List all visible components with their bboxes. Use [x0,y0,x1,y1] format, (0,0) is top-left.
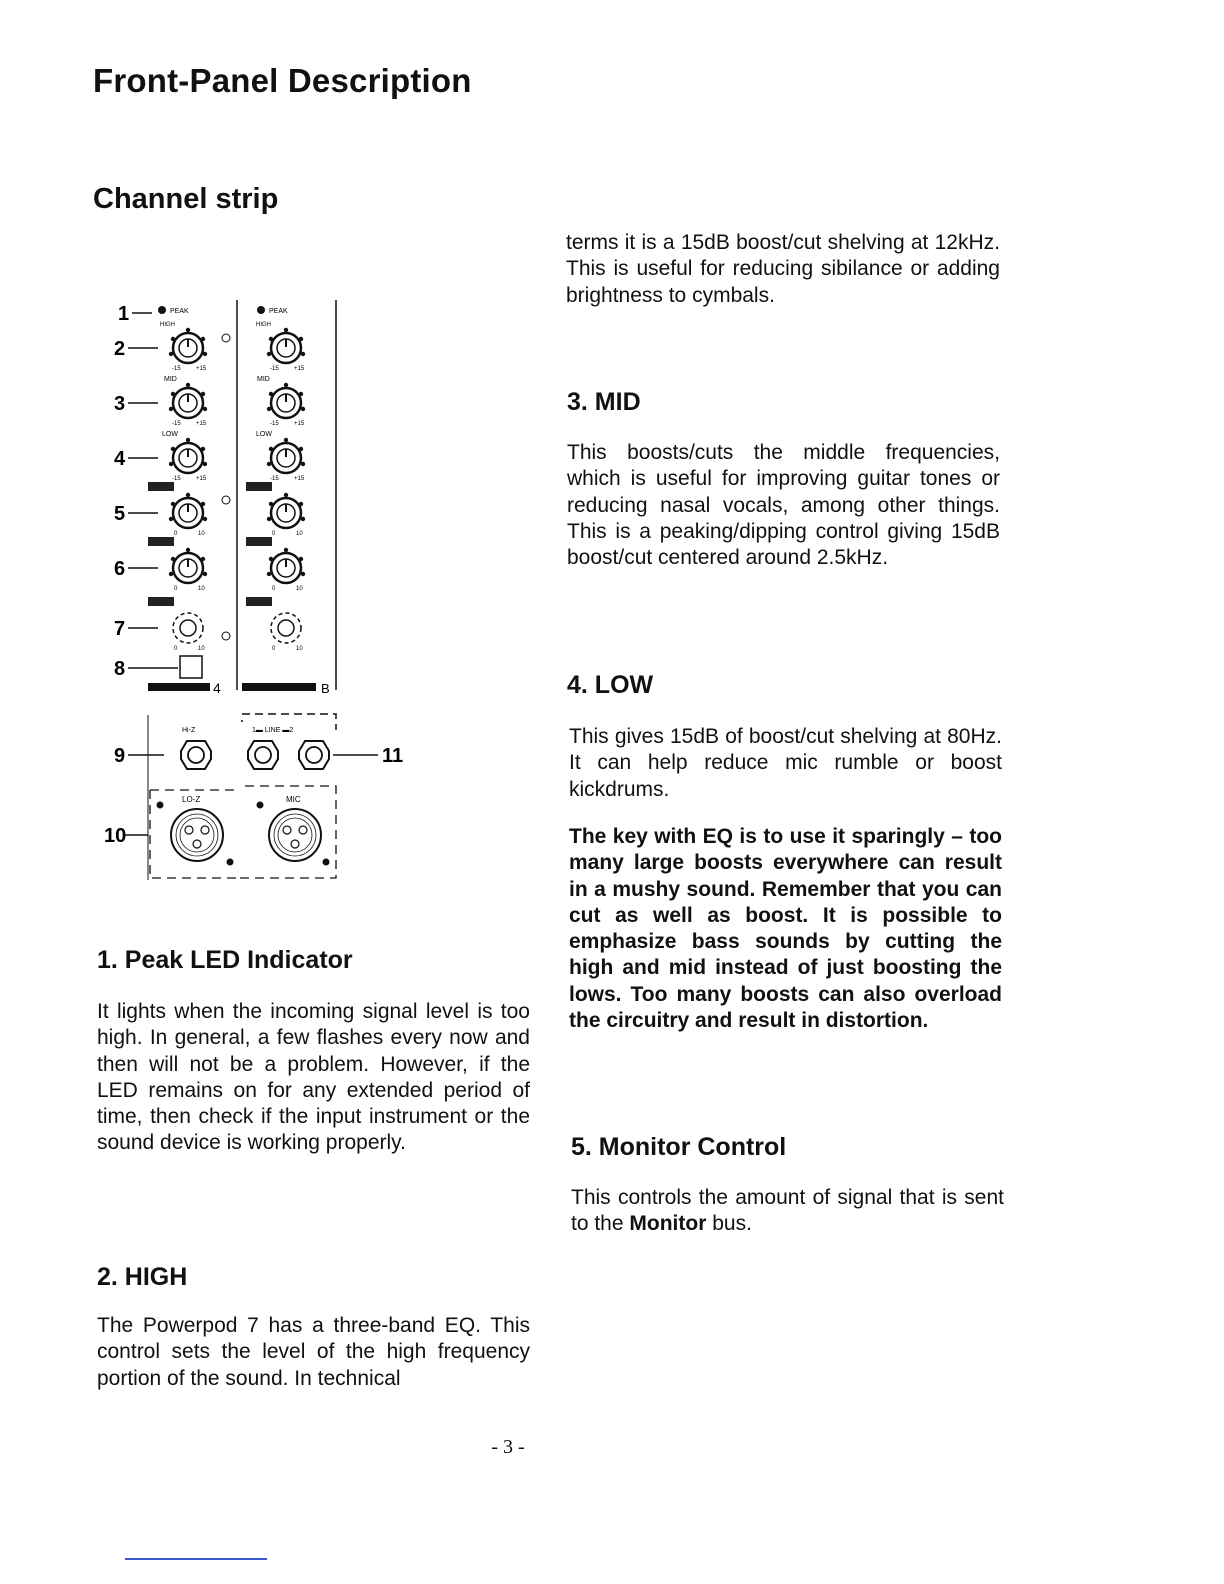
mid-paragraph: This boosts/cuts the middle frequencies, which is useful for improving guitar tones or reducing nasal vocals, among other things. This is a peaking/dipping control giving 15dB boost/cut centered around 2.5kHz. [567,441,1000,570]
high-label-b: HIGH [256,322,271,328]
callout-5: 5 [114,503,126,525]
scale-eff-b-zero: 0 [272,586,276,592]
mid-knob-b [267,383,305,418]
scale-low-b-min: -15 [270,476,279,482]
effect-bar-b [246,537,272,546]
peak-led-heading: 1. Peak LED Indicator [97,946,353,974]
xlr-connector-a [171,809,223,861]
peak-label-b: PEAK [269,308,288,315]
scale-lvl-a-zero: 0 [174,646,178,652]
effect-bar-a [148,537,174,546]
scale-lvl-b-ten: 10 [296,646,303,652]
scale-eff-b-ten: 10 [296,586,303,592]
monitor-bus-name: Monitor [629,1212,707,1236]
mid-label-b: MID [257,376,270,383]
scale-mid-b-max: +15 [294,421,305,427]
high-label-a: HIGH [160,322,175,328]
scale-mid-a-min: -15 [172,421,181,427]
line-label: 1▬ LINE ▬2 [252,727,294,734]
scale-low-a-max: +15 [196,476,207,482]
scale-mid-a-max: +15 [196,421,207,427]
callout-10: 10 [104,825,127,847]
monitor-text-pre: This controls the amount of signal that is sent to the [571,1186,1004,1236]
callout-9: 9 [114,745,126,767]
callout-3: 3 [114,393,126,415]
peak-led-paragraph: It lights when the incoming signal level is too high. In general, a few flashes every now and then will not be a problem. However, if the LED remains on for any extended period of time, then check if the input instrument or the sound device is working properly. [97,1000,530,1155]
peak-led-a [158,306,166,314]
high-heading: 2. HIGH [97,1263,188,1291]
channel-bar-b [242,683,316,691]
low-label-b: LOW [256,431,272,438]
scale-mon-b-ten: 10 [296,531,303,537]
monitor-knob-a [169,493,207,528]
channel-strip-diagram [100,290,420,890]
level-bar-a [148,597,174,606]
mute-button [180,656,202,678]
level-knob-a [173,613,203,643]
xlr-connector-b [269,809,321,861]
monitor-bar-b [246,482,272,491]
scale-high-a-max: +15 [196,366,207,372]
callout-8: 8 [114,658,126,680]
low-paragraph: This gives 15dB of boost/cut shelving at 80Hz. It can help reduce mic rumble or boost kickdrums. [569,725,1002,801]
monitor-knob-b [267,493,305,528]
mid-heading: 3. MID [567,388,641,416]
scale-eff-a-zero: 0 [174,586,178,592]
callout-4: 4 [114,448,126,470]
page-title: Front-Panel Description [93,62,472,99]
high-knob-a [169,328,207,363]
scale-low-b-max: +15 [294,476,305,482]
low-knob-a [169,438,207,473]
channel-label-a: 4 [213,680,221,696]
section-title: Channel strip [93,183,279,215]
scale-low-a-min: -15 [172,476,181,482]
footer-rule [125,1558,267,1560]
level-bar-b [246,597,272,606]
callout-2: 2 [114,338,126,360]
callout-6: 6 [114,558,126,580]
channel-label-b: B [321,681,330,696]
high-knob-b [267,328,305,363]
effect-knob-a [169,548,207,583]
channel-bar-a [148,683,210,691]
scale-mon-b-zero: 0 [272,531,276,537]
scale-high-b-min: -15 [270,366,279,372]
line-jack-1 [248,741,278,769]
callout-7: 7 [114,618,126,640]
scale-mon-a-zero: 0 [174,531,178,537]
scale-eff-a-ten: 10 [198,586,205,592]
low-label-a: LOW [162,431,178,438]
low-knob-b [267,438,305,473]
level-knob-b [271,613,301,643]
monitor-text-post: bus. [706,1212,752,1236]
page-number: - 3 - [491,1436,525,1458]
line-jack-2 [299,741,329,769]
mic-label: MIC [286,795,301,804]
hiz-label: Hi-Z [182,727,196,734]
high-continuation-paragraph: terms it is a 15dB boost/cut shelving at 12kHz. This is useful for reducing sibilance or adding brightness to cymbals. [566,231,1000,307]
peak-led-b [257,306,265,314]
high-paragraph: The Powerpod 7 has a three-band EQ. This control sets the level of the high frequency portion of the sound. In technical [97,1314,530,1390]
callout-11: 11 [382,745,404,767]
effect-knob-b [267,548,305,583]
hiz-jack [181,741,211,769]
callout-1: 1 [118,303,130,325]
scale-lvl-a-ten: 10 [198,646,205,652]
scale-mid-b-min: -15 [270,421,279,427]
monitor-control-heading: 5. Monitor Control [571,1133,787,1161]
scale-lvl-b-zero: 0 [272,646,276,652]
monitor-bar-a [148,482,174,491]
monitor-control-paragraph [571,1185,1004,1238]
peak-label-a: PEAK [170,308,189,315]
scale-high-b-max: +15 [294,366,305,372]
scale-high-a-min: -15 [172,366,181,372]
scale-mon-a-ten: 10 [198,531,205,537]
mid-label-a: MID [164,376,177,383]
mid-knob-a [169,383,207,418]
low-heading: 4. LOW [567,671,654,699]
loz-label: LO-Z [182,795,201,804]
eq-advice-paragraph: The key with EQ is to use it sparingly – too many large boosts everywhere can result in a mushy sound. Remember that you can cut as well as boost. It is possible to emphasize bass sounds by cutting the high and mid instead of just boosting the lows. Too many boosts can also overload the circuitry and result in distortion. [569,825,1002,1033]
